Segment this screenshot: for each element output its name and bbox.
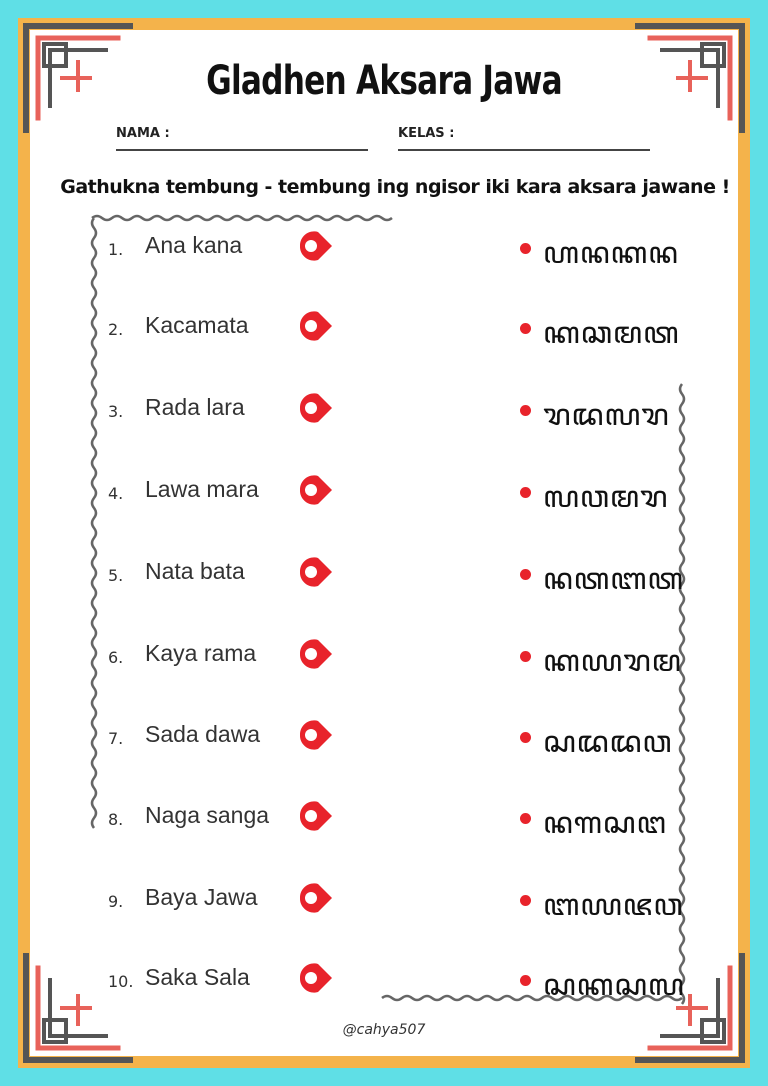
match-row xyxy=(0,717,768,760)
item-number: 4. xyxy=(108,484,124,503)
arrow-pointer-icon[interactable] xyxy=(296,960,334,996)
match-dot[interactable] xyxy=(520,732,531,743)
match-row xyxy=(0,472,768,515)
latin-word: Kaya rama xyxy=(145,640,257,666)
item-number: 6. xyxy=(108,648,124,667)
match-row xyxy=(0,308,768,351)
class-label: KELAS : xyxy=(398,126,455,141)
item-number: 5. xyxy=(108,566,124,585)
javanese-script: ꦲꦤꦏꦤ xyxy=(543,236,679,271)
javanese-script: ꦏꦪꦫꦩ xyxy=(543,644,682,679)
match-row xyxy=(0,636,768,679)
match-row xyxy=(0,554,768,597)
match-dot[interactable] xyxy=(520,243,531,254)
match-dot[interactable] xyxy=(520,813,531,824)
corner-ornament-bottom-left xyxy=(18,938,148,1068)
match-dot[interactable] xyxy=(520,651,531,662)
latin-word: Nata bata xyxy=(145,558,245,584)
item-number: 1. xyxy=(108,240,124,259)
latin-word: Naga sanga xyxy=(145,802,270,828)
item-number: 9. xyxy=(108,892,124,911)
arrow-pointer-icon[interactable] xyxy=(296,636,334,672)
instruction-text: Gathukna tembung - tembung ing ngisor iki kara aksara jawane ! xyxy=(60,176,730,198)
arrow-pointer-icon[interactable] xyxy=(296,472,334,508)
arrow-pointer-icon[interactable] xyxy=(296,798,334,834)
match-row xyxy=(0,798,768,841)
item-number: 10. xyxy=(108,972,134,991)
match-row xyxy=(0,880,768,923)
name-field-line[interactable] xyxy=(116,149,368,151)
arrow-pointer-icon[interactable] xyxy=(296,390,334,426)
latin-word: Saka Sala xyxy=(145,964,250,990)
match-dot[interactable] xyxy=(520,323,531,334)
latin-word: Kacamata xyxy=(145,312,249,338)
latin-word: Ana kana xyxy=(145,232,243,258)
arrow-pointer-icon[interactable] xyxy=(296,228,334,264)
item-number: 3. xyxy=(108,402,124,421)
page-title: Gladhen Aksara Jawa xyxy=(206,58,562,104)
latin-word: Rada lara xyxy=(145,394,245,420)
match-row xyxy=(0,390,768,433)
match-dot[interactable] xyxy=(520,487,531,498)
latin-word: Sada dawa xyxy=(145,721,261,747)
javanese-script: ꦭꦮꦩꦫ xyxy=(543,480,669,515)
arrow-pointer-icon[interactable] xyxy=(296,880,334,916)
item-number: 2. xyxy=(108,320,124,339)
javanese-script: ꦤꦒꦱꦔ xyxy=(543,806,667,841)
javanese-script: ꦫꦢꦭꦫ xyxy=(543,398,670,433)
match-dot[interactable] xyxy=(520,895,531,906)
arrow-pointer-icon[interactable] xyxy=(296,717,334,753)
arrow-pointer-icon[interactable] xyxy=(296,308,334,344)
latin-word: Lawa mara xyxy=(145,476,259,502)
item-number: 7. xyxy=(108,729,124,748)
latin-word: Baya Jawa xyxy=(145,884,258,910)
name-label: NAMA : xyxy=(116,126,170,141)
match-dot[interactable] xyxy=(520,569,531,580)
match-dot[interactable] xyxy=(520,405,531,416)
class-field-line[interactable] xyxy=(398,149,650,151)
match-row xyxy=(0,228,768,271)
javanese-script: ꦤꦠꦧꦠ xyxy=(543,562,684,597)
item-number: 8. xyxy=(108,810,124,829)
author-credit: @cahya507 xyxy=(342,1022,426,1038)
javanese-script: ꦱꦏꦱꦭ xyxy=(543,968,685,1003)
match-dot[interactable] xyxy=(520,975,531,986)
javanese-script: ꦏꦕꦩꦠ xyxy=(543,316,680,351)
javanese-script: ꦱꦢꦢꦮ xyxy=(543,725,673,760)
javanese-script: ꦧꦪꦗꦮ xyxy=(543,888,684,923)
match-row xyxy=(0,960,768,1003)
arrow-pointer-icon[interactable] xyxy=(296,554,334,590)
